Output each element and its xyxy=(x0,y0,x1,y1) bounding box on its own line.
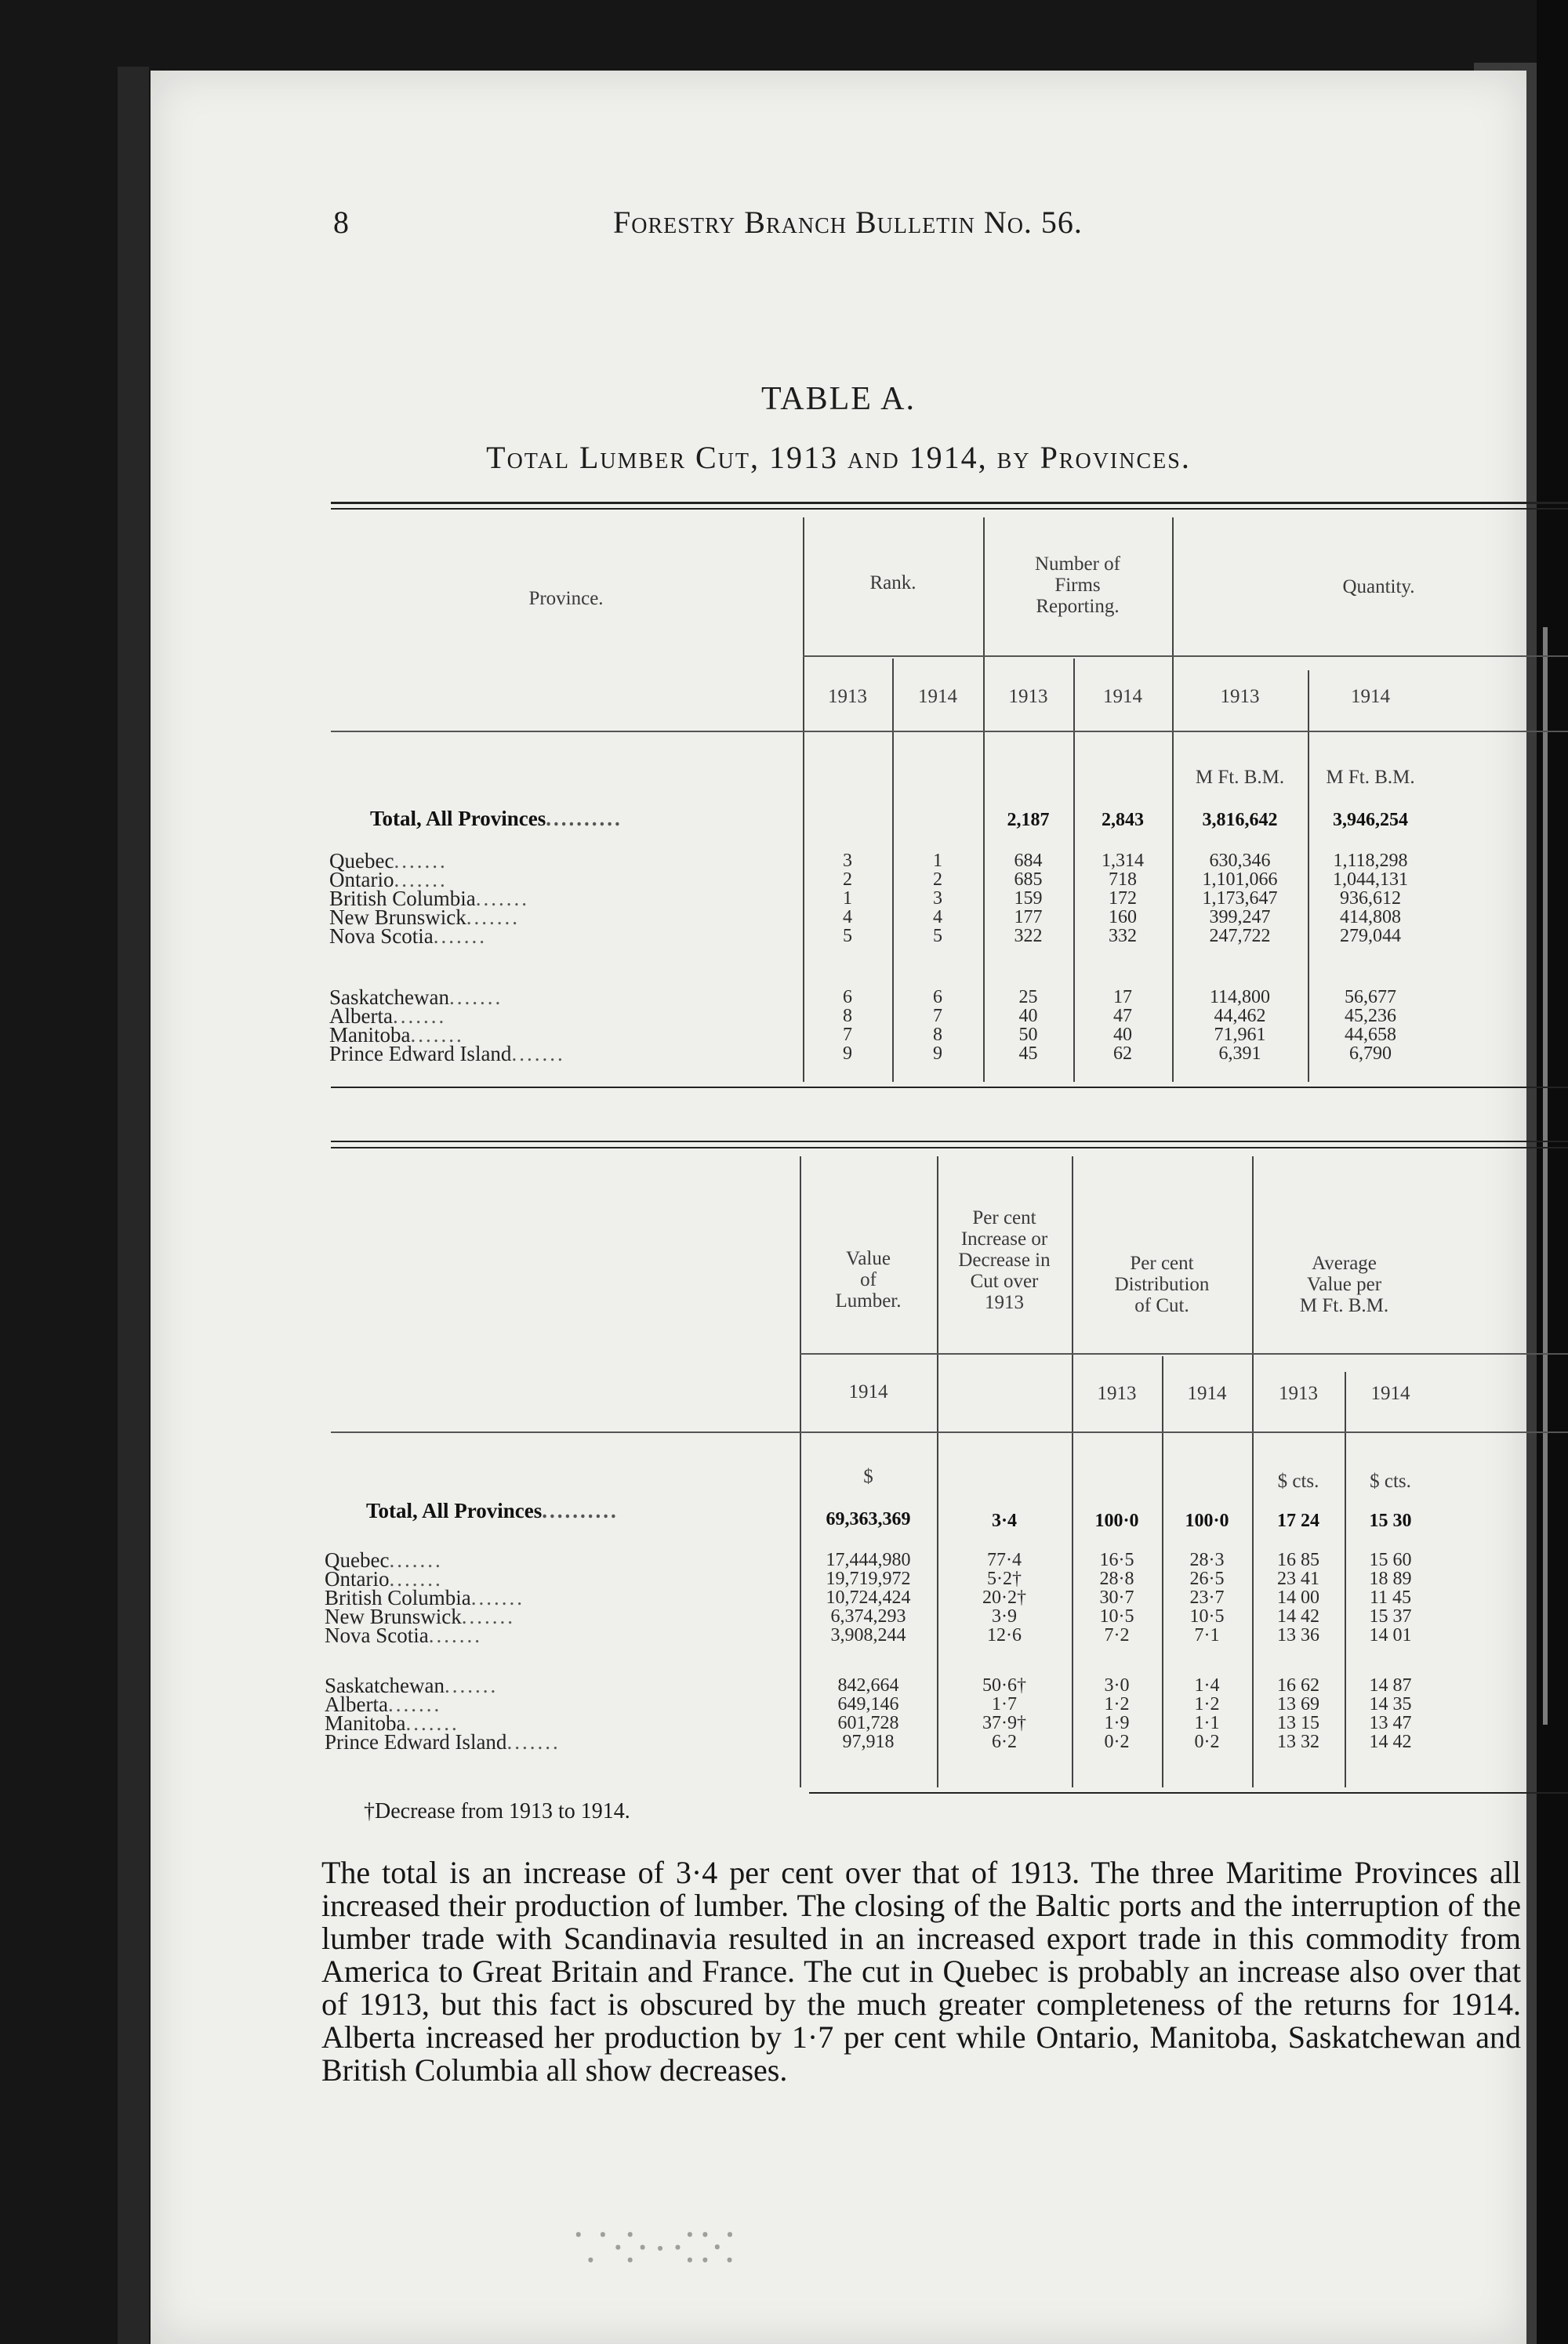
unit-label: $ cts. xyxy=(1370,1471,1411,1492)
table-cell: 1 xyxy=(843,888,852,909)
table-cell: 47 xyxy=(1113,1006,1132,1026)
leader-dots: ....... xyxy=(448,985,503,1009)
leader-dots: ....... xyxy=(506,1730,561,1754)
leader-dots: ....... xyxy=(392,1004,447,1028)
province-label: Prince Edward Island xyxy=(329,1042,512,1065)
year-header: 1914 xyxy=(918,686,957,707)
header-value-of-lumber xyxy=(800,1248,937,1312)
header-line: of xyxy=(860,1269,877,1290)
leader-dots: ....... xyxy=(387,1693,442,1716)
table-cell: 5·2† xyxy=(987,1569,1022,1589)
province-label: New Brunswick xyxy=(329,905,466,929)
unit-label: $ cts. xyxy=(1277,1471,1319,1492)
table-cell: 8 xyxy=(843,1006,852,1026)
table-cell: 23·7 xyxy=(1189,1587,1225,1608)
table-cell: 62 xyxy=(1113,1043,1132,1064)
total-firms-1914: 2,843 xyxy=(1102,810,1144,830)
table-cell: 6 xyxy=(933,987,942,1007)
table-cell: 0·2 xyxy=(1194,1732,1220,1752)
table-cell: 1 xyxy=(933,851,942,871)
table-cell: 322 xyxy=(1014,926,1043,946)
table-cell: 7·1 xyxy=(1194,1625,1220,1646)
year-header: 1913 xyxy=(828,686,867,707)
table-cell: 4 xyxy=(933,907,942,927)
table-cell: 97,918 xyxy=(842,1732,895,1752)
unit-label: M Ft. B.M. xyxy=(1195,767,1285,788)
table-cell: 279,044 xyxy=(1340,926,1401,946)
table-cell: 685 xyxy=(1014,869,1043,890)
header-firms-line: Reporting. xyxy=(1036,596,1120,617)
table-cell: 1·1 xyxy=(1194,1713,1220,1733)
header-line: Value per xyxy=(1306,1274,1382,1295)
table-cell: 15 37 xyxy=(1369,1606,1412,1627)
table-cell: 50 xyxy=(1018,1025,1038,1045)
table-cell: 2 xyxy=(843,869,852,890)
province-label: British Columbia xyxy=(329,887,476,910)
table-cell: 15 60 xyxy=(1369,1550,1412,1570)
total-firms-1913: 2,187 xyxy=(1007,810,1050,830)
province-label: Ontario xyxy=(329,868,394,891)
table-cell: 14 35 xyxy=(1369,1694,1412,1714)
header-line: Average xyxy=(1312,1253,1377,1274)
table-cell: 1,314 xyxy=(1102,851,1144,871)
table-cell: 28·8 xyxy=(1099,1569,1134,1589)
table-cell: 10,724,424 xyxy=(826,1587,911,1608)
table-cell: 14 42 xyxy=(1369,1732,1412,1752)
table-cell: 1,044,131 xyxy=(1333,869,1408,890)
header-line: Lumber. xyxy=(835,1290,902,1312)
header-firms xyxy=(983,553,1172,617)
table-cell: 247,722 xyxy=(1209,926,1271,946)
table-cell: 114,800 xyxy=(1209,987,1271,1007)
header-line: M Ft. B.M. xyxy=(1299,1295,1389,1316)
province-label: British Columbia xyxy=(325,1586,471,1609)
table1-header-rule xyxy=(331,731,1568,732)
table-cell: 13 36 xyxy=(1277,1625,1319,1646)
table-cell: 11 45 xyxy=(1369,1587,1412,1608)
table-cell: 18 89 xyxy=(1369,1569,1412,1589)
table-cell: 601,728 xyxy=(837,1713,899,1733)
header-firms-line: Number of xyxy=(1035,553,1120,575)
table-cell: 6 xyxy=(843,987,852,1007)
table-cell: 718 xyxy=(1109,869,1137,890)
table-cell: 50·6† xyxy=(982,1675,1026,1696)
table-cell: 177 xyxy=(1014,907,1043,927)
table-cell: 414,808 xyxy=(1340,907,1401,927)
table-cell: 13 32 xyxy=(1277,1732,1319,1752)
table-cell: 1·7 xyxy=(992,1694,1017,1714)
table-cell: 1·2 xyxy=(1194,1694,1220,1714)
province-name xyxy=(329,924,487,948)
leader-dots: ....... xyxy=(394,868,448,891)
province-label: Quebec xyxy=(329,849,394,873)
leader-dots: ....... xyxy=(405,1711,459,1735)
header-line: Per cent xyxy=(972,1207,1036,1228)
year-header: 1913 xyxy=(1008,686,1048,707)
year-header: 1913 xyxy=(1279,1383,1318,1404)
table-cell: 14 01 xyxy=(1369,1625,1412,1646)
table-cell: 19,719,972 xyxy=(826,1569,911,1589)
province-name xyxy=(329,1044,565,1064)
province-label: Alberta xyxy=(325,1693,388,1716)
province-label: Ontario xyxy=(325,1567,390,1591)
year-header: 1914 xyxy=(1370,1383,1410,1404)
header-line: Per cent xyxy=(1130,1253,1194,1274)
leader-dots: ....... xyxy=(444,1674,499,1697)
table-cell: 56,677 xyxy=(1345,987,1396,1007)
header-line: Value xyxy=(846,1248,891,1269)
table-cell: 6,790 xyxy=(1349,1043,1392,1064)
total-row-label xyxy=(370,809,622,829)
header-quantity: Quantity. xyxy=(1342,576,1415,597)
table-cell: 7 xyxy=(843,1025,852,1045)
header-province: Province. xyxy=(528,588,604,609)
province-label: Nova Scotia xyxy=(325,1624,429,1647)
total-dist-1914: 100·0 xyxy=(1185,1511,1229,1531)
table-cell: 71,961 xyxy=(1214,1025,1266,1045)
total-qty-1913: 3,816,642 xyxy=(1202,810,1278,830)
running-title: Forestry Branch Bulletin No. 56. xyxy=(613,205,1083,240)
leader-dots: ....... xyxy=(511,1042,565,1065)
year-header: 1914 xyxy=(1351,686,1390,707)
table-cell: 25 xyxy=(1018,987,1038,1007)
total-row-label xyxy=(366,1501,619,1521)
table-cell: 1,118,298 xyxy=(1333,851,1408,871)
table-cell: 7 xyxy=(933,1006,942,1026)
table-cell: 13 47 xyxy=(1369,1713,1412,1733)
province-name xyxy=(325,1730,561,1754)
leader-dots: ....... xyxy=(410,1023,464,1047)
leader-dots: ....... xyxy=(433,924,487,948)
total-avg-1913: 17 24 xyxy=(1277,1511,1319,1531)
ink-smudge: ⸪⁘·⁖⁙ xyxy=(574,2226,741,2271)
table-cell: 7·2 xyxy=(1104,1625,1130,1646)
total-label: Total, All Provinces xyxy=(370,807,546,830)
table-cell: 9 xyxy=(843,1043,852,1064)
leader-dots: ....... xyxy=(466,905,520,929)
table-label: TABLE A. xyxy=(761,381,916,417)
unit-label: M Ft. B.M. xyxy=(1326,767,1415,788)
table-cell: 13 15 xyxy=(1277,1713,1319,1733)
total-dist-1913: 100·0 xyxy=(1094,1511,1139,1531)
header-line: of Cut. xyxy=(1134,1295,1189,1316)
header-line: 1913 xyxy=(985,1292,1024,1313)
table-cell: 45,236 xyxy=(1345,1006,1396,1026)
province-label: New Brunswick xyxy=(325,1605,462,1628)
table-cell: 37·9† xyxy=(982,1713,1026,1733)
total-value: 69,363,369 xyxy=(826,1509,911,1529)
province-label: Manitoba xyxy=(329,1023,411,1047)
table-cell: 172 xyxy=(1109,888,1137,909)
header-firms-line: Firms xyxy=(1054,575,1101,596)
table-cell: 13 69 xyxy=(1277,1694,1319,1714)
header-percent-change xyxy=(937,1207,1072,1313)
table1-top-rule xyxy=(331,502,1568,504)
table-cell: 159 xyxy=(1014,888,1043,909)
total-qty-1914: 3,946,254 xyxy=(1333,810,1408,830)
table-cell: 6,374,293 xyxy=(830,1606,906,1627)
header-line: Increase or xyxy=(960,1228,1048,1250)
table-cell: 2 xyxy=(933,869,942,890)
table-cell: 12·6 xyxy=(987,1625,1022,1646)
table-cell: 14 87 xyxy=(1369,1675,1412,1696)
table-cell: 684 xyxy=(1014,851,1043,871)
table-cell: 1,101,066 xyxy=(1202,869,1278,890)
table-cell: 4 xyxy=(843,907,852,927)
header-line: Cut over xyxy=(970,1271,1039,1292)
province-label: Nova Scotia xyxy=(329,924,434,948)
province-label: Manitoba xyxy=(325,1711,406,1735)
table-cell: 40 xyxy=(1113,1025,1132,1045)
header-line: Decrease in xyxy=(958,1250,1051,1271)
header-line: Distribution xyxy=(1114,1274,1210,1295)
table-cell: 30·7 xyxy=(1099,1587,1134,1608)
header-rank: Rank. xyxy=(869,572,916,593)
total-label: Total, All Provinces xyxy=(366,1499,543,1522)
table-cell: 160 xyxy=(1109,907,1137,927)
scan-border-far-right xyxy=(1537,0,1568,2344)
footnote: †Decrease from 1913 to 1914. xyxy=(364,1799,630,1823)
table-cell: 44,658 xyxy=(1345,1025,1396,1045)
table1-header-rule xyxy=(803,655,1568,657)
table-cell: 3·9 xyxy=(992,1606,1017,1627)
table-cell: 842,664 xyxy=(837,1675,899,1696)
table-cell: 9 xyxy=(933,1043,942,1064)
table-cell: 23 41 xyxy=(1277,1569,1319,1589)
table-cell: 3 xyxy=(843,851,852,871)
table-cell: 1·2 xyxy=(1104,1694,1130,1714)
year-header: 1913 xyxy=(1097,1383,1137,1404)
table-cell: 5 xyxy=(933,926,942,946)
table-cell: 45 xyxy=(1018,1043,1038,1064)
province-label: Prince Edward Island xyxy=(325,1730,507,1754)
table-cell: 10·5 xyxy=(1099,1606,1134,1627)
page-number: 8 xyxy=(333,205,350,240)
leader-dots: ....... xyxy=(461,1605,515,1628)
table-cell: 16·5 xyxy=(1099,1550,1134,1570)
table-cell: 6,391 xyxy=(1218,1043,1261,1064)
table-cell: 14 00 xyxy=(1277,1587,1319,1608)
table2-header-rule xyxy=(331,1431,1568,1433)
table-cell: 17,444,980 xyxy=(826,1550,911,1570)
province-label: Quebec xyxy=(325,1548,390,1572)
province-label: Alberta xyxy=(329,1004,393,1028)
table-cell: 3 xyxy=(933,888,942,909)
unit-label: $ xyxy=(863,1466,873,1487)
leader-dots: ....... xyxy=(389,1548,443,1572)
province-label: Saskatchewan xyxy=(329,985,449,1009)
table-cell: 3·0 xyxy=(1104,1675,1130,1696)
table-cell: 26·5 xyxy=(1189,1569,1225,1589)
document-page xyxy=(151,71,1526,2344)
table-cell: 10·5 xyxy=(1189,1606,1225,1627)
table2-bottom-rule xyxy=(809,1792,1568,1794)
table1-bottom-rule xyxy=(331,1087,1568,1088)
table-cell: 5 xyxy=(843,926,852,946)
table-cell: 3,908,244 xyxy=(830,1625,906,1646)
table-cell: 44,462 xyxy=(1214,1006,1266,1026)
table-cell: 0·2 xyxy=(1104,1732,1130,1752)
table-cell: 77·4 xyxy=(987,1550,1022,1570)
leader-dots: .......... xyxy=(542,1499,619,1522)
table-cell: 6·2 xyxy=(992,1732,1017,1752)
leader-dots: ....... xyxy=(389,1567,443,1591)
leader-dots: ....... xyxy=(394,849,448,873)
year-header: 1914 xyxy=(848,1381,888,1402)
scan-border-left xyxy=(118,67,149,2344)
leader-dots: .......... xyxy=(546,807,622,830)
total-avg-1914: 15 30 xyxy=(1369,1511,1412,1531)
table-cell: 8 xyxy=(933,1025,942,1045)
leader-dots: ....... xyxy=(470,1586,525,1609)
table2-header-rule xyxy=(800,1353,1568,1355)
table-cell: 649,146 xyxy=(837,1694,899,1714)
table-cell: 28·3 xyxy=(1189,1550,1225,1570)
table-cell: 1·4 xyxy=(1194,1675,1220,1696)
table-caption: Total Lumber Cut, 1913 and 1914, by Provinces. xyxy=(486,440,1191,475)
leader-dots: ....... xyxy=(428,1624,482,1647)
table-cell: 936,612 xyxy=(1340,888,1401,909)
year-header: 1914 xyxy=(1187,1383,1227,1404)
province-name xyxy=(325,1626,482,1646)
table-cell: 20·2† xyxy=(982,1587,1026,1608)
leader-dots: ....... xyxy=(475,887,530,910)
year-header: 1914 xyxy=(1103,686,1142,707)
table-cell: 1,173,647 xyxy=(1202,888,1278,909)
table-cell: 630,346 xyxy=(1209,851,1271,871)
table-cell: 16 85 xyxy=(1277,1550,1319,1570)
province-label: Saskatchewan xyxy=(325,1674,445,1697)
table-cell: 1·9 xyxy=(1104,1713,1130,1733)
header-percent-distribution xyxy=(1072,1253,1252,1316)
header-average-value xyxy=(1252,1253,1436,1316)
total-percent: 3·4 xyxy=(991,1511,1017,1531)
table2-top-rule-2 xyxy=(331,1147,1568,1148)
table-cell: 14 42 xyxy=(1277,1606,1319,1627)
table1-top-rule-2 xyxy=(331,508,1568,510)
table-cell: 40 xyxy=(1018,1006,1038,1026)
body-paragraph: The total is an increase of 3·4 per cent over that of 1913. The three Maritime Provinces all increased their production of lumber. The closing of the Baltic ports and the interruption of the lumber trade with Scandinavia resulted in an increased export trade in this commodity from America to Great Britain and France. The cut in Quebec is probably an increase also over that of 1913, but this fact is obscured by the much greater completeness of the returns for 1914. Alberta increased her production by 1·7 per cent while Ontario, Manitoba, Saskatchewan and British Columbia all show decreases. xyxy=(321,1855,1521,2088)
year-header: 1913 xyxy=(1220,686,1260,707)
table-cell: 332 xyxy=(1109,926,1137,946)
table2-top-rule xyxy=(331,1141,1568,1142)
table-cell: 16 62 xyxy=(1277,1675,1319,1696)
scan-spine-mark xyxy=(1543,627,1548,1725)
table-cell: 399,247 xyxy=(1209,907,1271,927)
table-cell: 17 xyxy=(1113,987,1132,1007)
